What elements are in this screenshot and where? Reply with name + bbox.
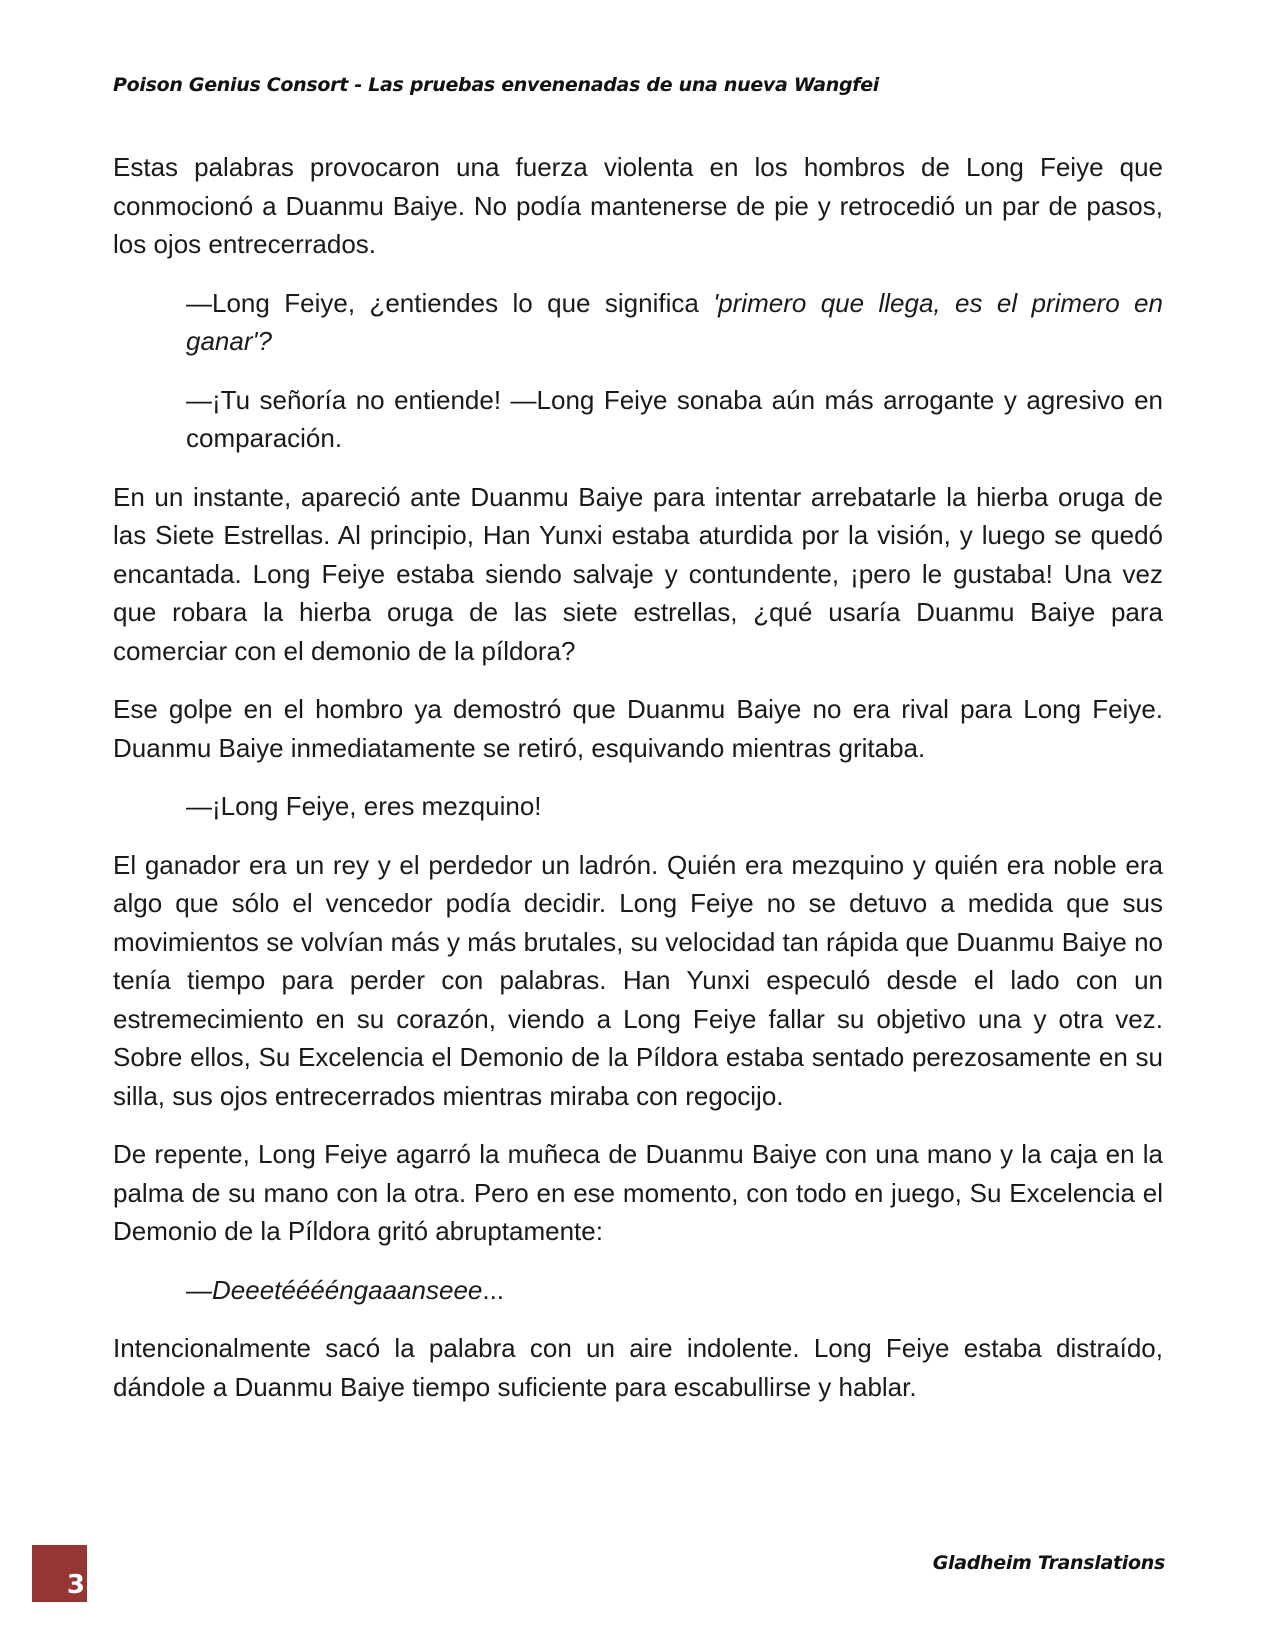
dialogue-line (186, 284, 1163, 361)
document-body (113, 148, 1163, 1426)
paragraph: Estas palabras provocaron una fuerza violenta en los hombros de Long Feiye que conmocionó a Duanmu Baiye. No podía mantenerse de pie y retrocedió un par de pasos, los ojos entrecerrados. (113, 152, 1163, 259)
paragraph: Ese golpe en el hombro ya demostró que Duanmu Baiye no era rival para Long Feiye. Duanmu Baiye inmediatamente se retiró, esquivando mientras gritaba. (113, 694, 1163, 763)
paragraph: En un instante, apareció ante Duanmu Baiye para intentar arrebatarle la hierba oruga de las Siete Estrellas. Al principio, Han Yunxi estaba aturdida por la visión, y luego se quedó encantada. Long Feiye estaba siendo salvaje y contundente, ¡pero le gustaba! Una vez que robara la hierba oruga de las siete estrellas, ¿qué usaría Duanmu Baiye para comerciar con el demonio de la píldora? (113, 481, 1163, 666)
dialogue-line: —¡Tu señoría no entiende! —Long Feiye sonaba aún más arrogante y agresivo en comparación. (186, 384, 1163, 453)
dialogue-italic-quote: 'primero que llega, es el primero en ganar'? (186, 287, 1163, 356)
dialogue-line (186, 1271, 1163, 1310)
page-number: 3 (66, 1570, 85, 1600)
footer-credit: Gladheim Translations (932, 1552, 1165, 1574)
dialogue-line: —¡Long Feiye, eres mezquino! (186, 791, 542, 821)
paragraph: Intencionalmente sacó la palabra con un aire indolente. Long Feiye estaba distraído, dándole a Duanmu Baiye tiempo suficiente para escabullirse y hablar. (113, 1333, 1163, 1402)
page-number-badge (32, 1545, 87, 1602)
paragraph: El ganador era un rey y el perdedor un ladrón. Quién era mezquino y quién era noble era algo que sólo el vencedor podía decidir. Long Feiye no se detuvo a medida que sus movimientos se volvían más y más brutales, su velocidad tan rápida que Duanmu Baiye no tenía tiempo para perder con palabras. Han Yunxi especuló desde el lado con un estremecimiento en su corazón, viendo a Long Feiye fallar su objetivo una y otra vez. Sobre ellos, Su Excelencia el Demonio de la Píldora estaba sentado perezosamente en su silla, sus ojos entrecerrados mientras miraba con regocijo. (113, 849, 1163, 1111)
dialogue-dash: — (186, 1274, 212, 1305)
dialogue-ellipsis: ... (482, 1274, 505, 1305)
dialogue-italic-shout: Deeetééééngaaanseee (212, 1274, 483, 1305)
dialogue-text: —Long Feiye, ¿entiendes lo que significa (186, 287, 714, 318)
paragraph: De repente, Long Feiye agarró la muñeca de Duanmu Baiye con una mano y la caja en la palma de su mano con la otra. Pero en ese momento, con todo en juego, Su Excelencia el Demonio de la Píldora gritó abruptamente: (113, 1139, 1163, 1246)
running-header: Poison Genius Consort - Las pruebas envenenadas de una nueva Wangfei (113, 74, 880, 96)
